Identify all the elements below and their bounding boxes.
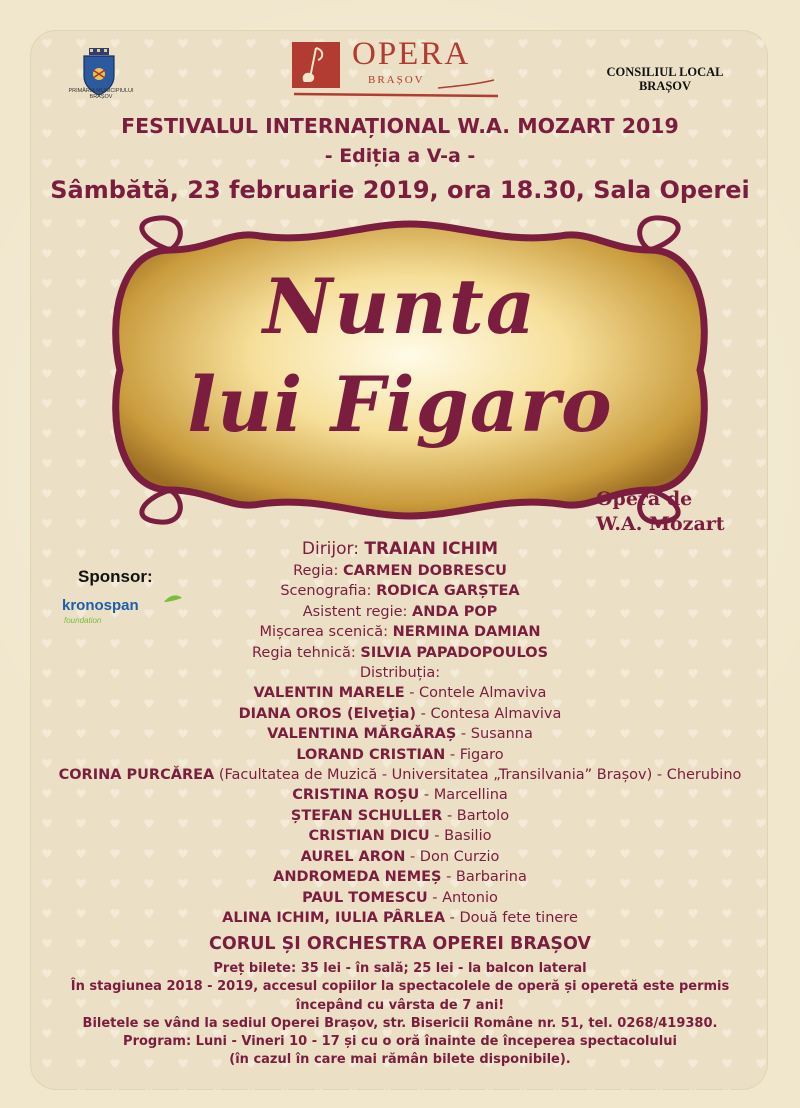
festival-edition: - Ediția a V-a - xyxy=(324,145,476,167)
credit-name: NERMINA DAMIAN xyxy=(392,624,541,641)
credit-name: TRAIAN ICHIM xyxy=(364,539,499,559)
credit-label: Scenografia: xyxy=(280,583,377,600)
choir-orchestra: CORUL ȘI ORCHESTRA OPEREI BRAȘOV xyxy=(209,934,591,954)
info-line: În stagiunea 2018 - 2019, accesul copiilor la spectacolele de operă și operetă este permis xyxy=(70,979,730,995)
credit-row xyxy=(0,581,800,601)
info-line: (în cazul în care mai rămân bilete disponibile). xyxy=(229,1052,571,1068)
cast-row xyxy=(0,765,800,785)
credits-list xyxy=(0,537,800,928)
cast-role: - Contesa Almaviva xyxy=(416,705,562,722)
event-date: Sâmbătă, 23 februarie 2019, ora 18.30, Sala Operei xyxy=(50,176,750,204)
sponsor-label: Sponsor: xyxy=(78,567,153,586)
festival-title: FESTIVALUL INTERNAȚIONAL W.A. MOZART 2019 xyxy=(121,114,679,138)
cast-role: - Contele Almaviva xyxy=(404,685,547,702)
credit-row xyxy=(0,602,800,622)
cast-name: VALENTIN MARELE xyxy=(253,685,405,702)
opera-wordmark: OPERA xyxy=(352,36,471,72)
cast-role: - Antonio xyxy=(427,889,498,906)
credit-name: RODICA GARȘTEA xyxy=(376,583,520,600)
credit-name: SILVIA PAPADOPOULOS xyxy=(360,644,549,661)
council-label xyxy=(590,65,740,93)
cast-name: ANDROMEDA NEMEȘ xyxy=(273,869,442,886)
cast-name: LORAND CRISTIAN xyxy=(296,746,446,763)
byline-line-1: Operă de xyxy=(596,488,693,510)
credit-row xyxy=(0,643,800,663)
cast-row xyxy=(0,888,800,908)
foundation-text: foundation xyxy=(64,616,102,625)
cast-row xyxy=(0,867,800,887)
cast-name: AUREL ARON xyxy=(300,848,406,865)
credit-label: Regia tehnică: xyxy=(251,644,361,661)
cast-role: - Figaro xyxy=(445,746,504,763)
cast-role: - Bartolo xyxy=(442,807,510,824)
distribution-heading: Distribuția: xyxy=(359,665,441,682)
cast-role: - Susanna xyxy=(456,726,533,743)
cast-role: - Barbarina xyxy=(441,869,527,886)
cast-name: ALINA ICHIM, IULIA PÂRLEA xyxy=(222,909,446,926)
credit-name: CARMEN DOBRESCU xyxy=(343,563,507,579)
cast-name: CRISTINA ROȘU xyxy=(292,787,420,804)
cast-name: PAUL TOMESCU xyxy=(302,889,428,906)
credit-label: Asistent regie: xyxy=(302,603,413,620)
cast-row xyxy=(0,683,800,703)
cast-row xyxy=(0,785,800,805)
cast-role: (Facultatea de Muzică - Universitatea „Transilvania” Brașov) - Cherubino xyxy=(214,767,742,784)
council-line-1: CONSILIUL LOCAL xyxy=(606,65,724,79)
credit-row xyxy=(0,561,800,581)
cast-role: - Marcellina xyxy=(419,787,508,804)
credit-label: Dirijor: xyxy=(301,539,365,559)
cast-row xyxy=(0,704,800,724)
credit-label: Mișcarea scenică: xyxy=(259,624,393,641)
council-line-2: BRAȘOV xyxy=(638,79,692,93)
cast-row xyxy=(0,806,800,826)
composer-byline xyxy=(596,487,756,537)
kronospan-logo-text: kronospan xyxy=(62,597,139,614)
opera-city: BRAȘOV xyxy=(368,74,425,86)
credit-name: ANDA POP xyxy=(412,603,498,620)
credit-row xyxy=(0,537,800,561)
cast-name: CORINA PURCĂREA xyxy=(58,767,215,784)
cast-row xyxy=(0,724,800,744)
credit-row xyxy=(0,622,800,642)
cast-name: VALENTINA MĂRGĂRAȘ xyxy=(267,726,457,743)
cast-role: - Don Curzio xyxy=(405,848,500,865)
byline-line-2: W.A. Mozart xyxy=(596,513,725,535)
cast-row xyxy=(0,908,800,928)
cast-role: - Basilio xyxy=(429,828,492,845)
cast-name: DIANA OROS (Elveţia) xyxy=(238,705,417,722)
cast-name: CRISTIAN DICU xyxy=(308,828,430,845)
info-line: Biletele se vând la sediul Operei Brașov, str. Bisericii Române nr. 51, tel. 0268/419380. xyxy=(82,1015,718,1031)
cast-row xyxy=(0,826,800,846)
info-line: începând cu vârsta de 7 ani! xyxy=(295,997,505,1013)
info-line: Preț bilete: 35 lei - în sală; 25 lei - la balcon lateral xyxy=(213,961,587,976)
credit-label: Regia: xyxy=(293,563,344,579)
cast-name: ȘTEFAN SCHULLER xyxy=(290,807,443,824)
title-line-2: lui Figaro xyxy=(187,360,613,449)
cast-role: - Două fete tinere xyxy=(445,909,578,926)
ticket-info xyxy=(0,960,800,1070)
info-line: Program: Luni - Vineri 10 - 17 și cu o oră înainte de începerea spectacolului xyxy=(123,1034,677,1050)
cast-row xyxy=(0,745,800,765)
title-line-1: Nunta xyxy=(262,262,538,351)
crest-caption: PRIMĂRIA MUNICIPIULUI BRAȘOV xyxy=(68,88,134,100)
cast-row xyxy=(0,847,800,867)
